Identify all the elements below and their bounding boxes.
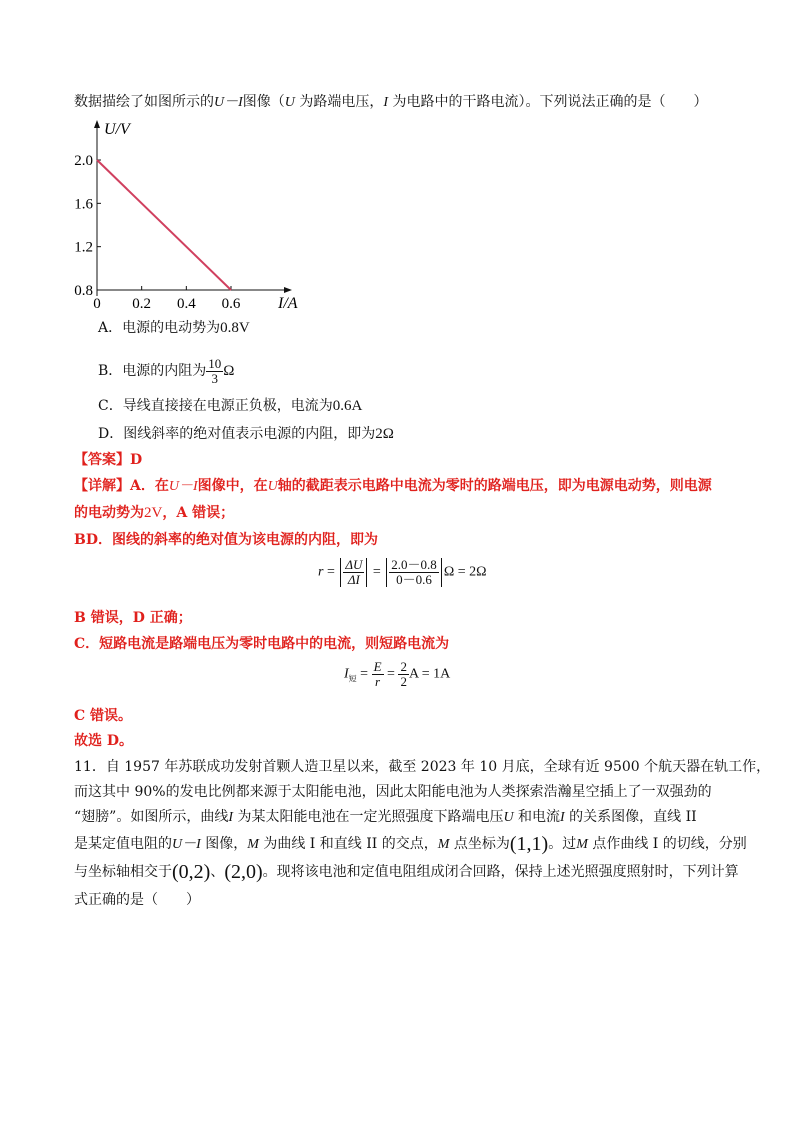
q11-line-1: 11．自 1957 年苏联成功发射首颗人造卫星以来，截至 2023 年 10 月底，全球有近 9500 个航天器在轨工作， xyxy=(74,759,771,775)
x-tick-label: 0.6 xyxy=(221,296,241,312)
intro-line: 数据描绘了如图所示的U－I图像（U 为路端电压，I 为电路中的干路电流）。下列说法正确的是（ ） xyxy=(74,94,708,110)
x-tick-label: 0.2 xyxy=(132,296,152,312)
answer: 【答案】D xyxy=(74,452,143,468)
fraction-10-3: $\frac{10}{3}$ xyxy=(208,355,222,386)
explain-bd: BD．图线的斜率的绝对值为该电源的内阻，即为 xyxy=(74,532,378,548)
explain-line-2: 的电动势为2V，A 错误； xyxy=(74,505,235,521)
explain-c-wrong: C 错误。 xyxy=(74,708,133,724)
y-tick-label: 1.2 xyxy=(74,239,93,256)
u-i-chart xyxy=(66,118,316,318)
axes xyxy=(94,120,292,296)
y-tick-label: 2.0 xyxy=(74,153,93,169)
x-tick-label: 0.4 xyxy=(176,296,196,312)
q11-line-4: 是某定值电阻的U－I 图像，M 为曲线 I 和直线 II 的交点，M 点坐标为(1,1)。过M 点作曲线 I 的切线，分别 xyxy=(74,833,747,855)
explain-b-wrong: B 错误，D 正确； xyxy=(74,610,192,626)
option-d: D．图线斜率的绝对值表示电源的内阻，即为2Ω xyxy=(98,426,394,442)
q11-line-3: “翅膀”。如图所示，曲线I 为某太阳能电池在一定光照强度下路端电压U 和电流I 的关系图像，直线 II xyxy=(74,809,697,825)
x-tick-label: 0 xyxy=(93,296,101,312)
option-c: C．导线直接接在电源正负极，电流为0.6A xyxy=(98,398,363,414)
y-tick-label: 0.8 xyxy=(74,283,93,299)
explain-choose: 故选 D。 xyxy=(74,733,134,749)
x-axis-label: I/A xyxy=(278,295,298,312)
equation-resistance: r = $\frac{\Delta U}{\Delta I}$ = $\frac{2.0-0.8}{0-0.6}$ Ω = 2Ω xyxy=(318,557,487,587)
q11-line-6: 式正确的是（ ） xyxy=(74,892,200,908)
explain-line-1: 【详解】A．在U－I图像中，在U轴的截距表示电路中电流为零时的路端电压，即为电源电动势，则电源 xyxy=(74,478,712,494)
series-line xyxy=(97,160,231,290)
option-a: A．电源的电动势为0.8V xyxy=(98,320,250,336)
option-b: B．电源的内阻为 $\frac{10}{3}$ Ω xyxy=(98,355,235,386)
y-axis-label: U/V xyxy=(104,121,130,138)
equation-short-current: $I_短$ = $\frac{E}{r}$ = $\frac{2}{2}$ A = 1A xyxy=(344,659,451,689)
q11-line-5: 与坐标轴相交于(0,2)、(2,0)。现将该电池和定值电阻组成闭合回路，保持上述光照强度照射时，下列计算 xyxy=(74,861,739,883)
y-tick-label: 1.6 xyxy=(74,196,93,213)
explain-c: C．短路电流是路端电压为零时电路中的电流，则短路电流为 xyxy=(74,636,450,652)
x-axis-arrow xyxy=(284,287,292,293)
y-axis-arrow xyxy=(94,120,100,128)
q11-line-2: 而这其中 90%的发电比例都来源于太阳能电池，因此太阳能电池为人类探索浩瀚星空插上了一双强劲的 xyxy=(74,784,712,800)
